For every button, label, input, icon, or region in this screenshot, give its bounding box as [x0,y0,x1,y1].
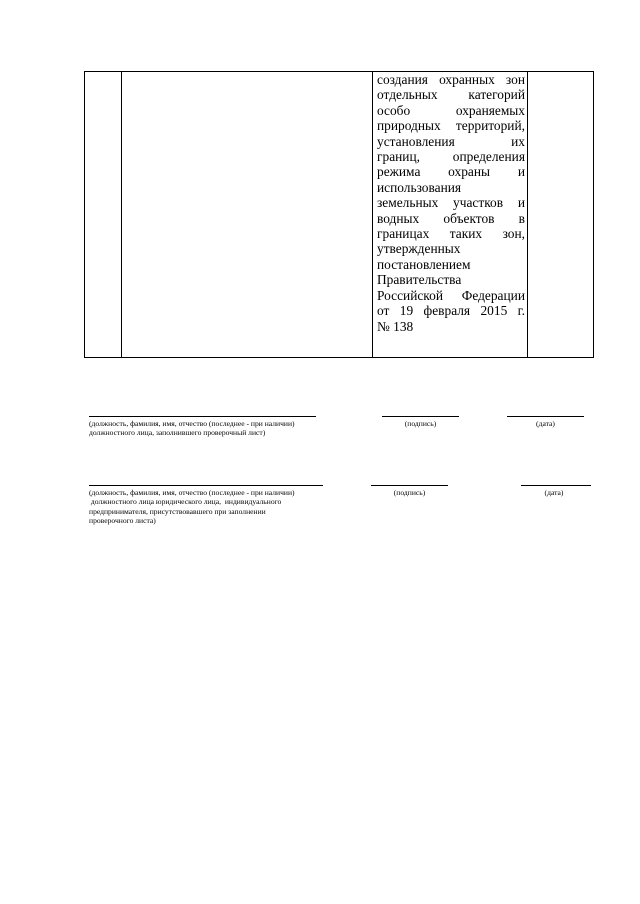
cell-line: постановлением [377,256,471,272]
caption-line: должностного лица юридического лица, индивидуального [89,497,282,507]
cell-line: Правительства [377,272,462,288]
column-divider [527,72,528,357]
legal-reference-cell [377,72,525,334]
cell-line: отдельных категорий [377,87,525,103]
cell-line: утвержденных [377,241,461,257]
caption-line: должностного лица, заполнившего проверочный лист) [89,428,266,438]
name-caption [89,419,295,438]
signature-caption: (подпись) [404,419,437,428]
cell-line: № 138 [377,318,414,334]
date-caption: (дата) [536,419,555,428]
signature-line [382,416,459,417]
cell-line: Российской Федерации [377,287,525,303]
cell-line: границах таких зон, [377,226,525,242]
name-line [89,416,316,417]
date-line [507,416,584,417]
cell-line: водных объектов в [377,210,525,226]
cell-line: границ, определения [377,149,525,165]
signature-caption: (подпись) [393,488,426,497]
caption-line: предпринимателя, присутствовавшего при заполнении [89,506,266,516]
cell-line: установления их [377,133,525,149]
caption-line: (должность, фамилия, имя, отчество (последнее - при наличии) [89,488,295,497]
cell-line: земельных участков и [377,195,525,211]
column-divider [372,72,373,357]
cell-line: режима охраны и [377,164,525,180]
cell-line: природных территорий, [377,118,525,134]
cell-line: создания охранных зон [377,72,525,87]
name-line [89,485,323,486]
cell-line: от 19 февраля 2015 г. [377,303,525,319]
column-divider [121,72,122,357]
name-caption [89,488,295,526]
cell-line: особо охраняемых [377,102,525,118]
signature-line [371,485,448,486]
caption-line: (должность, фамилия, имя, отчество (последнее - при наличии) [89,419,295,428]
date-caption: (дата) [544,488,564,497]
checklist-table-fragment [84,71,594,358]
date-line [521,485,591,486]
cell-line: использования [377,179,462,195]
caption-line: проверочного листа) [89,516,156,526]
